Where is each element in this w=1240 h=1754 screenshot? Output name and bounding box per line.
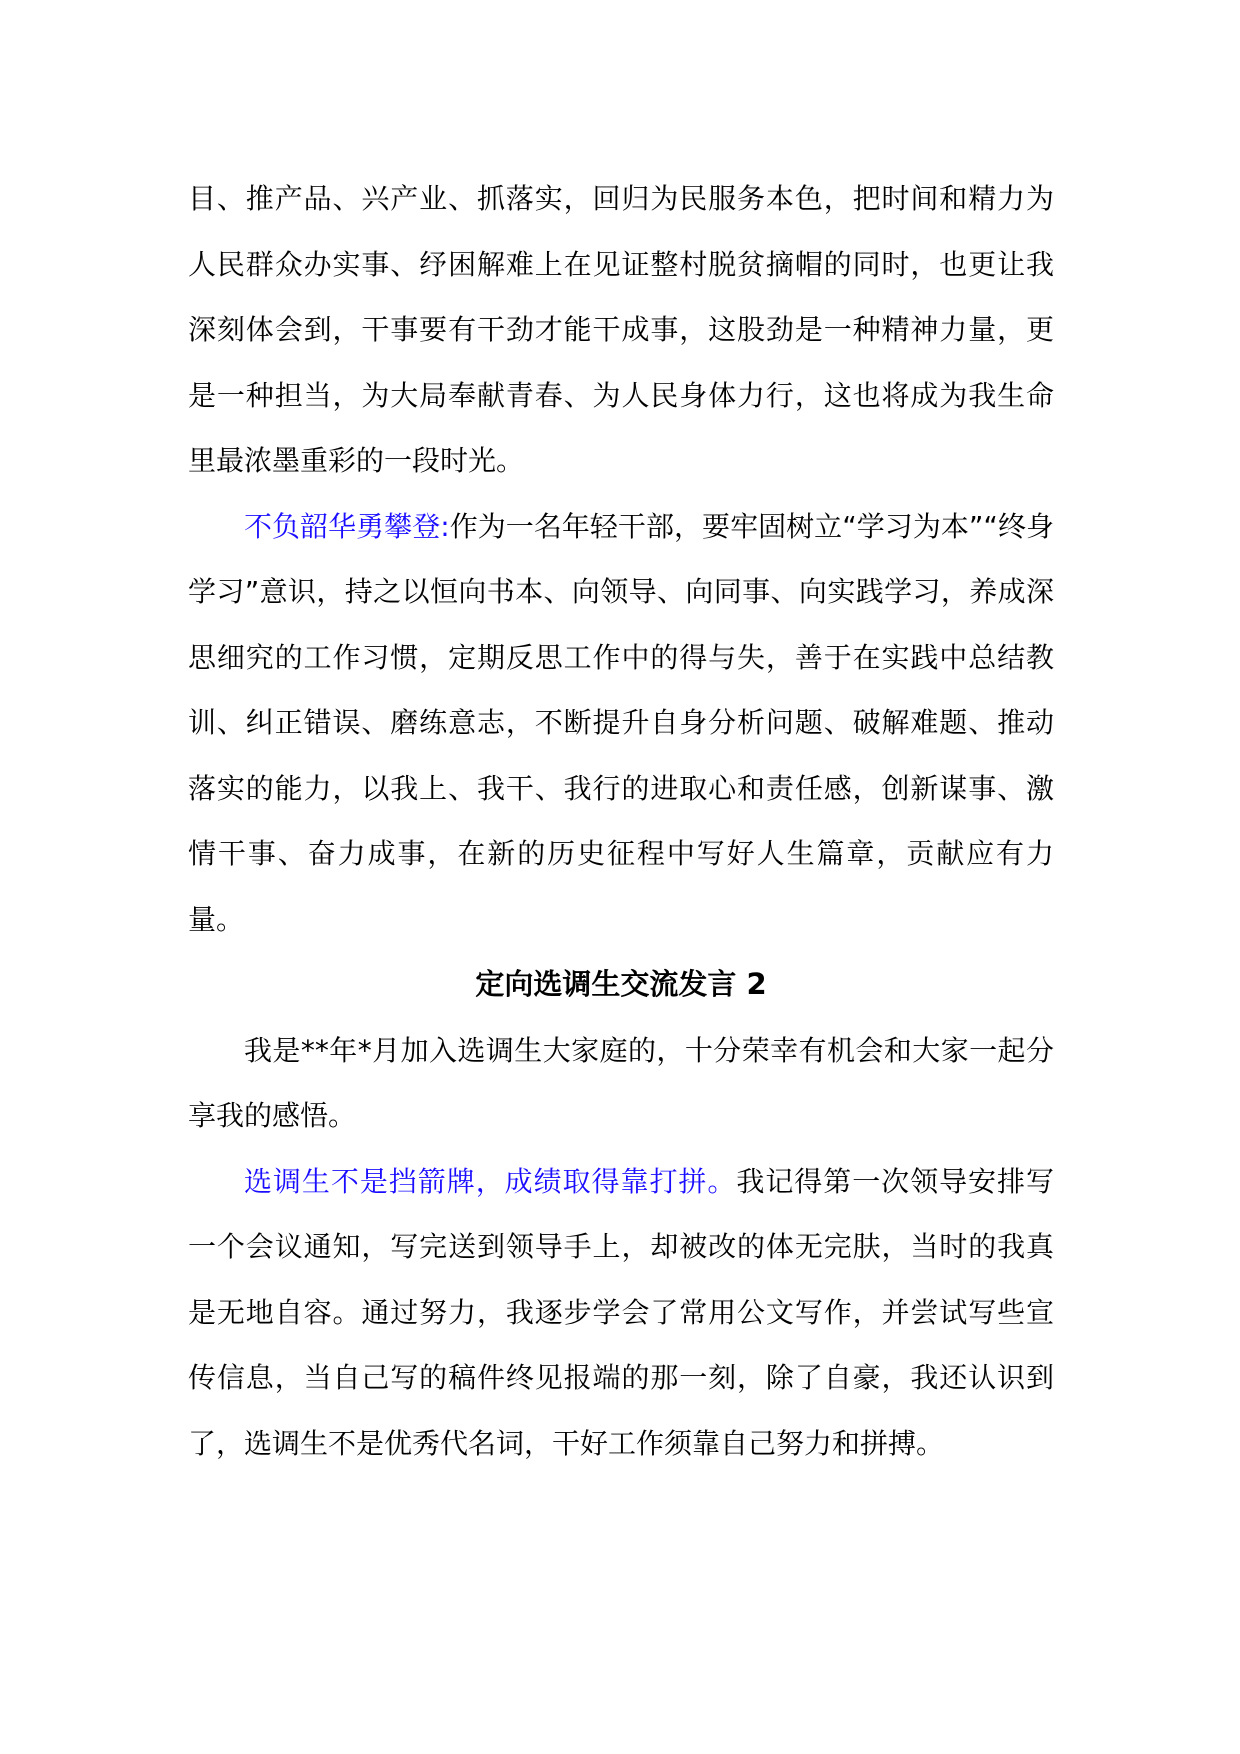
paragraph-continuation: 目、推产品、兴产业、抓落实，回归为民服务本色，把时间和精力为人民群众办实事、纾困解难上在见证整村脱贫摘帽的同时，也更让我深刻体会到，干事要有干劲才能干成事，这股劲是一种精神力量，更是一种担当，为大局奉献青春、为人民身体力行，这也将成为我生命里最浓墨重彩的一段时光。 [188,182,1054,477]
document-body [188,166,1054,1476]
paragraph-body-text: 作为一名年轻干部，要牢固树立“学习为本”“终身学习”意识，持之以恒向书本、向领导、向同事、向实践学习，养成深思细究的工作习惯，定期反思工作中的得与失，善于在实践中总结教训、纠正错误、磨练意志，不断提升自身分析问题、破解难题、推动落实的能力，以我上、我干、我行的进取心和责任感，创新谋事、激情干事、奋力成事，在新的历史征程中写好人生篇章，贡献应有力量。 [188,509,1054,936]
paragraph-not-a-shield [188,1149,1054,1477]
paragraph-highlight-lead: 不负韶华勇攀登: [244,509,450,543]
paragraph-highlight-lead: 选调生不是挡箭牌，成绩取得靠打拼。 [244,1164,737,1198]
paragraph-youth-climb [188,494,1054,953]
paragraph-body-text: 我记得第一次领导安排写一个会议通知，写完送到领导手上，却被改的体无完肤，当时的我真是无地自容。通过努力，我逐步学会了常用公文写作，并尝试写些宣传信息，当自己写的稿件终见报端的那一刻，除了自豪，我还认识到了，选调生不是优秀代名词，干好工作须靠自己努力和拼搏。 [188,1164,1054,1460]
section-heading: 定向选调生交流发言 2 [475,967,767,1001]
paragraph-intro: 我是**年*月加入选调生大家庭的，十分荣幸有机会和大家一起分享我的感悟。 [188,1033,1054,1132]
